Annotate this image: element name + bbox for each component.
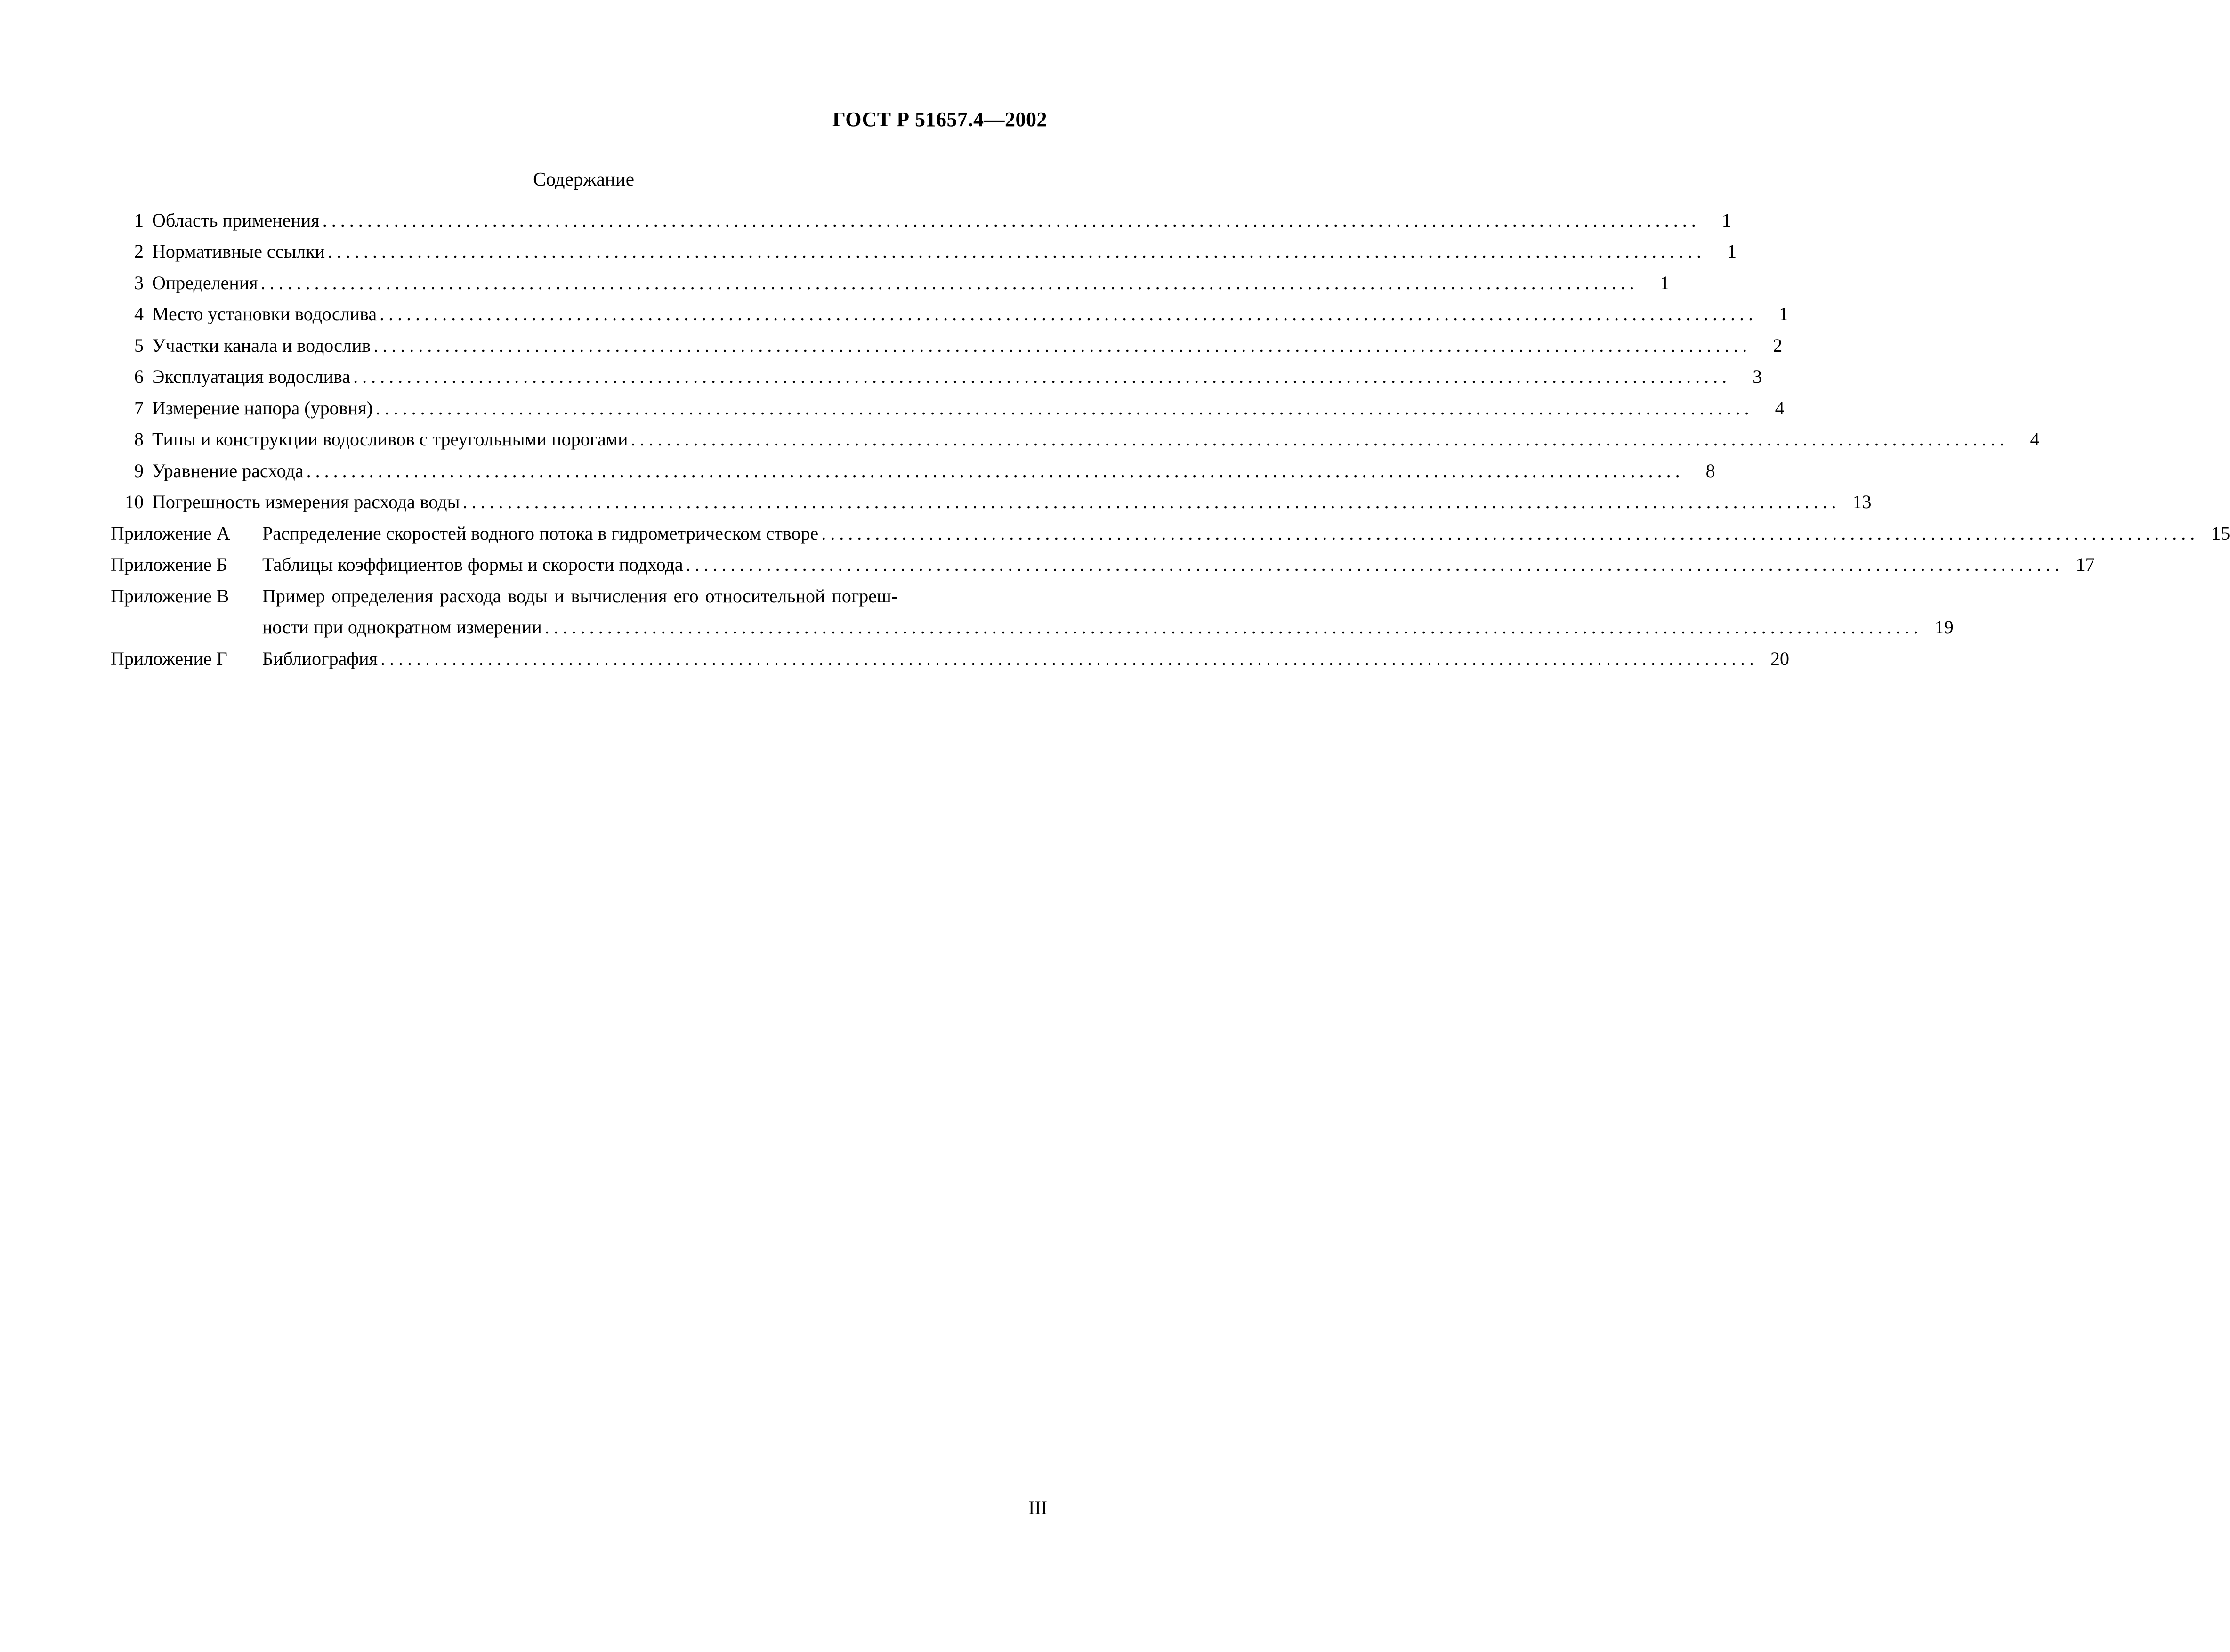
page-number: III [1028,1497,1047,1518]
toc-entry-6[interactable]: 6 Эксплуатация водослива .......................................................................................................................................................... 3 [134,366,1762,387]
toc-appendix-b[interactable]: Приложение Б Таблицы коэффициентов формы и скорости подхода .......................................................................................................................................................... 17 [111,554,2095,575]
toc-title: Содержание [533,168,634,190]
toc-entry-10[interactable]: 10 Погрешность измерения расхода воды .......................................................................................................................................................... 13 [125,491,1872,512]
toc-entry-2[interactable]: 2 Нормативные ссылки .......................................................................................................................................................... 1 [134,241,1737,262]
toc-entry-9[interactable]: 9 Уравнение расхода .......................................................................................................................................................... 8 [134,460,1715,481]
toc-entry-3[interactable]: 3 Определения .......................................................................................................................................................... 1 [134,272,1670,293]
toc-entry-8[interactable]: 8 Типы и конструкции водосливов с треугольными порогами .......................................................................................................................................................... 4 [134,429,2040,450]
toc-entry-5[interactable]: 5 Участки канала и водослив .......................................................................................................................................................... 2 [134,335,1783,356]
document-code: ГОСТ Р 51657.4—2002 [832,108,1047,131]
toc-entry-1[interactable]: 1 Область применения .......................................................................................................................................................... 1 [134,210,1731,231]
toc-appendix-a[interactable]: Приложение А Распределение скоростей водного потока в гидрометрическом створе .......................................................................................................................................................... 15 [111,523,2230,544]
toc-entry-4[interactable]: 4 Место установки водослива .......................................................................................................................................................... 1 [134,303,1789,324]
toc-appendix-g[interactable]: Приложение Г Библиография .......................................................................................................................................................... 20 [111,648,1789,669]
toc-appendix-v-line2[interactable]: ности при однократном измерении .......................................................................................................................................................... 19 [262,616,1954,638]
toc-appendix-v-line1[interactable]: Приложение В Пример определения расхода воды и вычисления его относительной погреш- [111,585,898,607]
toc-entry-7[interactable]: 7 Измерение напора (уровня) .......................................................................................................................................................... 4 [134,397,1785,419]
